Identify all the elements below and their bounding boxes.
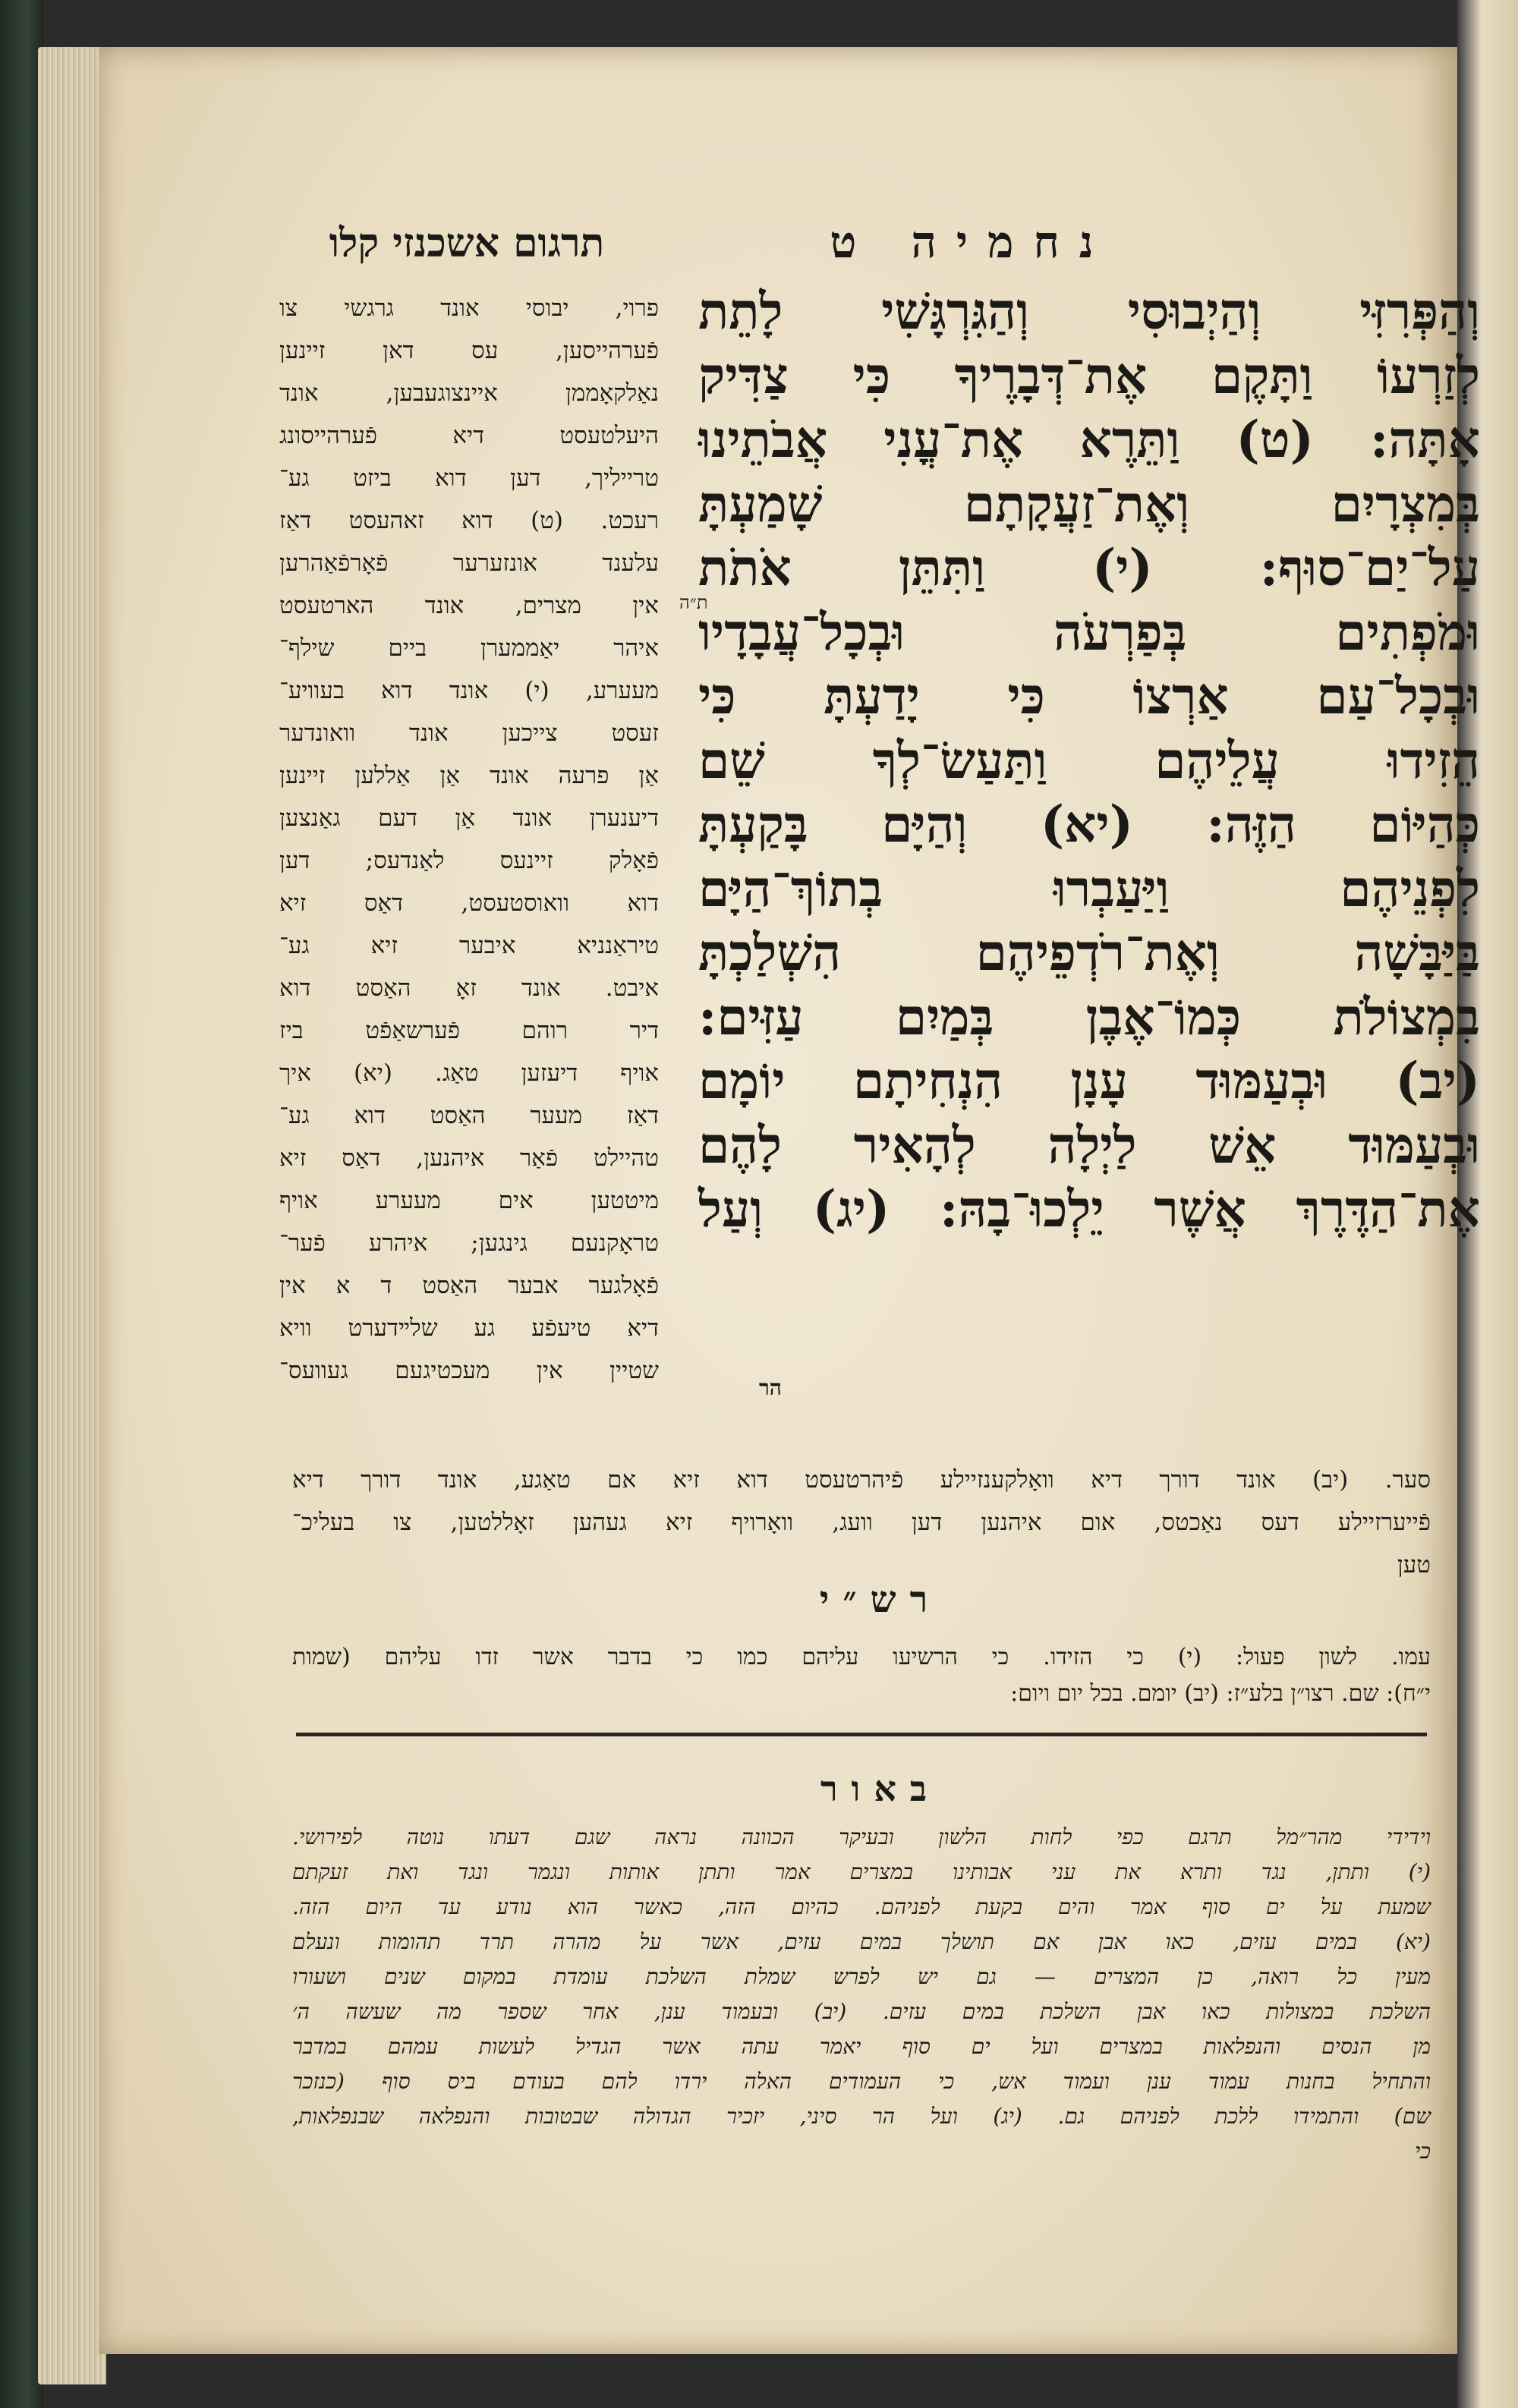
biur-line: השלכת במצולות כאו אבן השלכת במים עזים. (יב) ובעמוד ענן, אחר שספר מה שעשה ה׳	[292, 1999, 1431, 2024]
biur-line: (י) ותתן, נגד ותרא את עני אבותינו במצרים אמר ותתן אותות ונגמר ונגד ואת זעקתם	[292, 1859, 1431, 1884]
targum-column	[279, 287, 659, 1392]
main-text-line: וְהַפְּרִזִּי וְהַיְבוּסִי וְהַגִּרְגָּשִׁי לָתֵת	[698, 282, 1480, 341]
main-text-line: בְּמִצְרָיִם וְאֶת־זַעֲקָתָם שָׁמַעְתָּ	[698, 474, 1480, 534]
targum-line: פֿערהייסען, עס דאן זיינען	[279, 337, 659, 364]
main-text-line: כְּהַיּוֹם הַזֶּה: (יא) וְהַיָּם בָּקַעְתָּ	[698, 795, 1480, 854]
targum-line: טראָקנעם גינגען; איהרע פֿער־	[279, 1229, 659, 1257]
targum-line: אויף דיעזען טאַג. (יא) איך	[279, 1059, 659, 1087]
main-text-line: וּבְעַמּוּד אֵשׁ לַיְלָה לְהָאִיר לָהֶם	[698, 1115, 1480, 1175]
targum-line: רעכט. (ט) דוא זאהעסט דאַז	[279, 507, 659, 534]
biur-heading: באור	[820, 1768, 941, 1809]
targum-line: דאַז מעער האַסט דוא גע־	[279, 1102, 659, 1129]
biur-commentary	[292, 1820, 1431, 2169]
targum-continuation-line: פֿייערזיילע דעס נאַכטס, אום איהנען דען וועג, וואָרויף זיא געהען זאָללטען, צו בעליכ־	[292, 1509, 1431, 1536]
biur-line: (יא) במים עזים, כאו אבן אם תושלך במים עזים, אשר על מהרה תרד תהומות ונעלם	[292, 1929, 1431, 1954]
targum-continuation-line: טען	[1397, 1551, 1431, 1579]
targum-line: טהיילט פֿאַר איהנען, דאַס זיא	[279, 1144, 659, 1172]
main-text-line: וּבְכָל־עַם אַרְצוֹ כִּי יָדַעְתָּ כִּי	[698, 666, 1480, 726]
section-divider-rule	[296, 1733, 1427, 1736]
biur-line: וידידי מהר״מל תרגם כפי לחות הלשון ובעיקר הכוונה נראה שגם דעתו נוטה לפירושי.	[292, 1824, 1431, 1849]
targum-line: טרייליך, דען דוא ביזט גע־	[279, 464, 659, 492]
rashi-line: י״ח): שם. רצו״ן בלע״ז: (יב) יומם. בכל יום ויום:	[1010, 1680, 1431, 1707]
biur-line: מעין כל רואה, כן המצרים — גם יש לפרש שמלת השלכת עומדת במקום שנים ושעורו	[292, 1964, 1431, 1989]
main-text-line: אָתָּה: (ט) וַתֵּרֶא אֶת־עֳנִי אֲבֹתֵינוּ	[698, 410, 1480, 469]
targum-line: דיא טיעפֿע גע שלײדערט וויא	[279, 1314, 659, 1342]
biur-line: מן הנסים והנפלאות במצרים ועל ים סוף יאמר עתה אשר הגדיל לעשות עמהם במדבר	[292, 2034, 1431, 2059]
targum-continuation	[292, 1459, 1431, 1586]
targum-line: דוא וואוסטעסט, דאַס זיא	[279, 889, 659, 917]
biur-line: כי	[1414, 2139, 1431, 2164]
targum-continuation-line: סער. (יב) אונד דורך דיא וואָלקענזיילע פֿיהרטעסט דוא זיא אם טאַגע, אונד דורך דיא	[292, 1466, 1431, 1494]
targum-line: אין מצרים, אונד הארטעסט	[279, 592, 659, 619]
main-text-line: לִפְנֵיהֶם וַיַּעַבְרוּ בְתוֹךְ־הַיָּם	[698, 858, 1480, 918]
main-hebrew-text	[698, 279, 1480, 1242]
targum-line: פרוי, יבוסי אונד גרגשי צו	[279, 294, 659, 322]
rashi-heading: רש״י	[819, 1579, 942, 1621]
main-text-line: בִמְצוֹלֹת כְּמוֹ־אֶבֶן בְּמַיִם עַזִּים:	[698, 987, 1480, 1047]
main-text-line: אֶת־הַדֶּרֶךְ אֲשֶׁר יֵלְכוּ־בָהּ: (יג) וְעַל	[698, 1179, 1480, 1239]
rashi-commentary	[292, 1639, 1431, 1712]
biur-line: והתחיל בחנות עמוד ענן ועמוד אש, כי העמודים האלה ירדו להם בעודם ביס סוף (כנזכר	[292, 2069, 1431, 2094]
biur-line: שם) והתמידו ללכת לפניהם גם. (יג) ועל הר סיני, יזכיר הגדולה שבטובות והנפלאה שבנפלאות,	[292, 2104, 1431, 2129]
targum-line: היעלטעסט דיא פֿערהייסונג	[279, 422, 659, 449]
main-text-line: (יב) וּבְעַמּוּד עָנָן הִנְחִיתָם יוֹמָם	[698, 1051, 1480, 1110]
targum-line: שטיין אין מעכטיגעם געוועס־	[279, 1357, 659, 1384]
running-header-targum-page: תרגום אשכנזי קלו	[329, 220, 605, 266]
catchword: הר	[759, 1375, 782, 1400]
targum-line: זעסט צייכען אונד וואונדער	[279, 719, 659, 747]
running-header-book-title: נחמיה ט	[830, 216, 1113, 268]
targum-line: איבט. אונד זאָ האַסט דוא	[279, 974, 659, 1002]
targum-line: פֿאָלק זיינעס לאַנדעס; דען	[279, 847, 659, 874]
biur-line: שמעת על ים סוף אמר והים בקעת לפניהם. כהיום הזה, כאשר הוא נודע עד היום הזה.	[292, 1894, 1431, 1919]
targum-line: מעערע, (י) אונד דוא בעוויע־	[279, 677, 659, 704]
targum-line: דיענערן אונד אַן דעם גאַנצען	[279, 804, 659, 832]
targum-line: פֿאָלגער אבער האַסט ד א אין	[279, 1272, 659, 1299]
targum-line: אַן פרעה אונד אַן אַללען זיינען	[279, 762, 659, 789]
main-text-line: עַל־יַם־סוּף: (י) וַתִּתֵּן אֹתֹת	[698, 538, 1480, 597]
main-text-line: הֵזִידוּ עֲלֵיהֶם וַתַּעַשׂ־לְךָ שֵׁם	[698, 730, 1480, 790]
targum-line: דיר רוהם פֿערשאַפֿט ביז	[279, 1017, 659, 1044]
rashi-line: עמו. לשון פעול: (י) כי הזידו. כי הרשיעו עליהם כמו כי בדבר אשר זדו עליהם (שמות	[292, 1644, 1431, 1670]
page-stack-edge	[38, 47, 106, 2384]
main-text-line: לְזַרְעוֹ וַתָּקֶם אֶת־דְּבָרֶיךָ כִּי צַדִּיק	[698, 345, 1480, 405]
targum-line: עלענד אונזערער פֿאָרפֿאַהרען	[279, 549, 659, 577]
main-text-line: וּמֹפְתִים בְּפַרְעֹה וּבְכָל־עֲבָדָיו	[698, 602, 1480, 662]
targum-line: איהר יאַממערן ביים שילף־	[279, 634, 659, 662]
targum-line: נאַלקאָממן איינצוגעבען, אונד	[279, 379, 659, 407]
margin-note-mark: ת״ה	[679, 592, 708, 613]
targum-line: מיטטען אים מעערע אויף	[279, 1187, 659, 1214]
targum-line: טיראַנניא איבער זיא גע־	[279, 932, 659, 959]
main-text-line: בַּיַּבָּשָׁה וְאֶת־רֹדְפֵיהֶם הִשְׁלַכְתָּ	[698, 923, 1480, 982]
